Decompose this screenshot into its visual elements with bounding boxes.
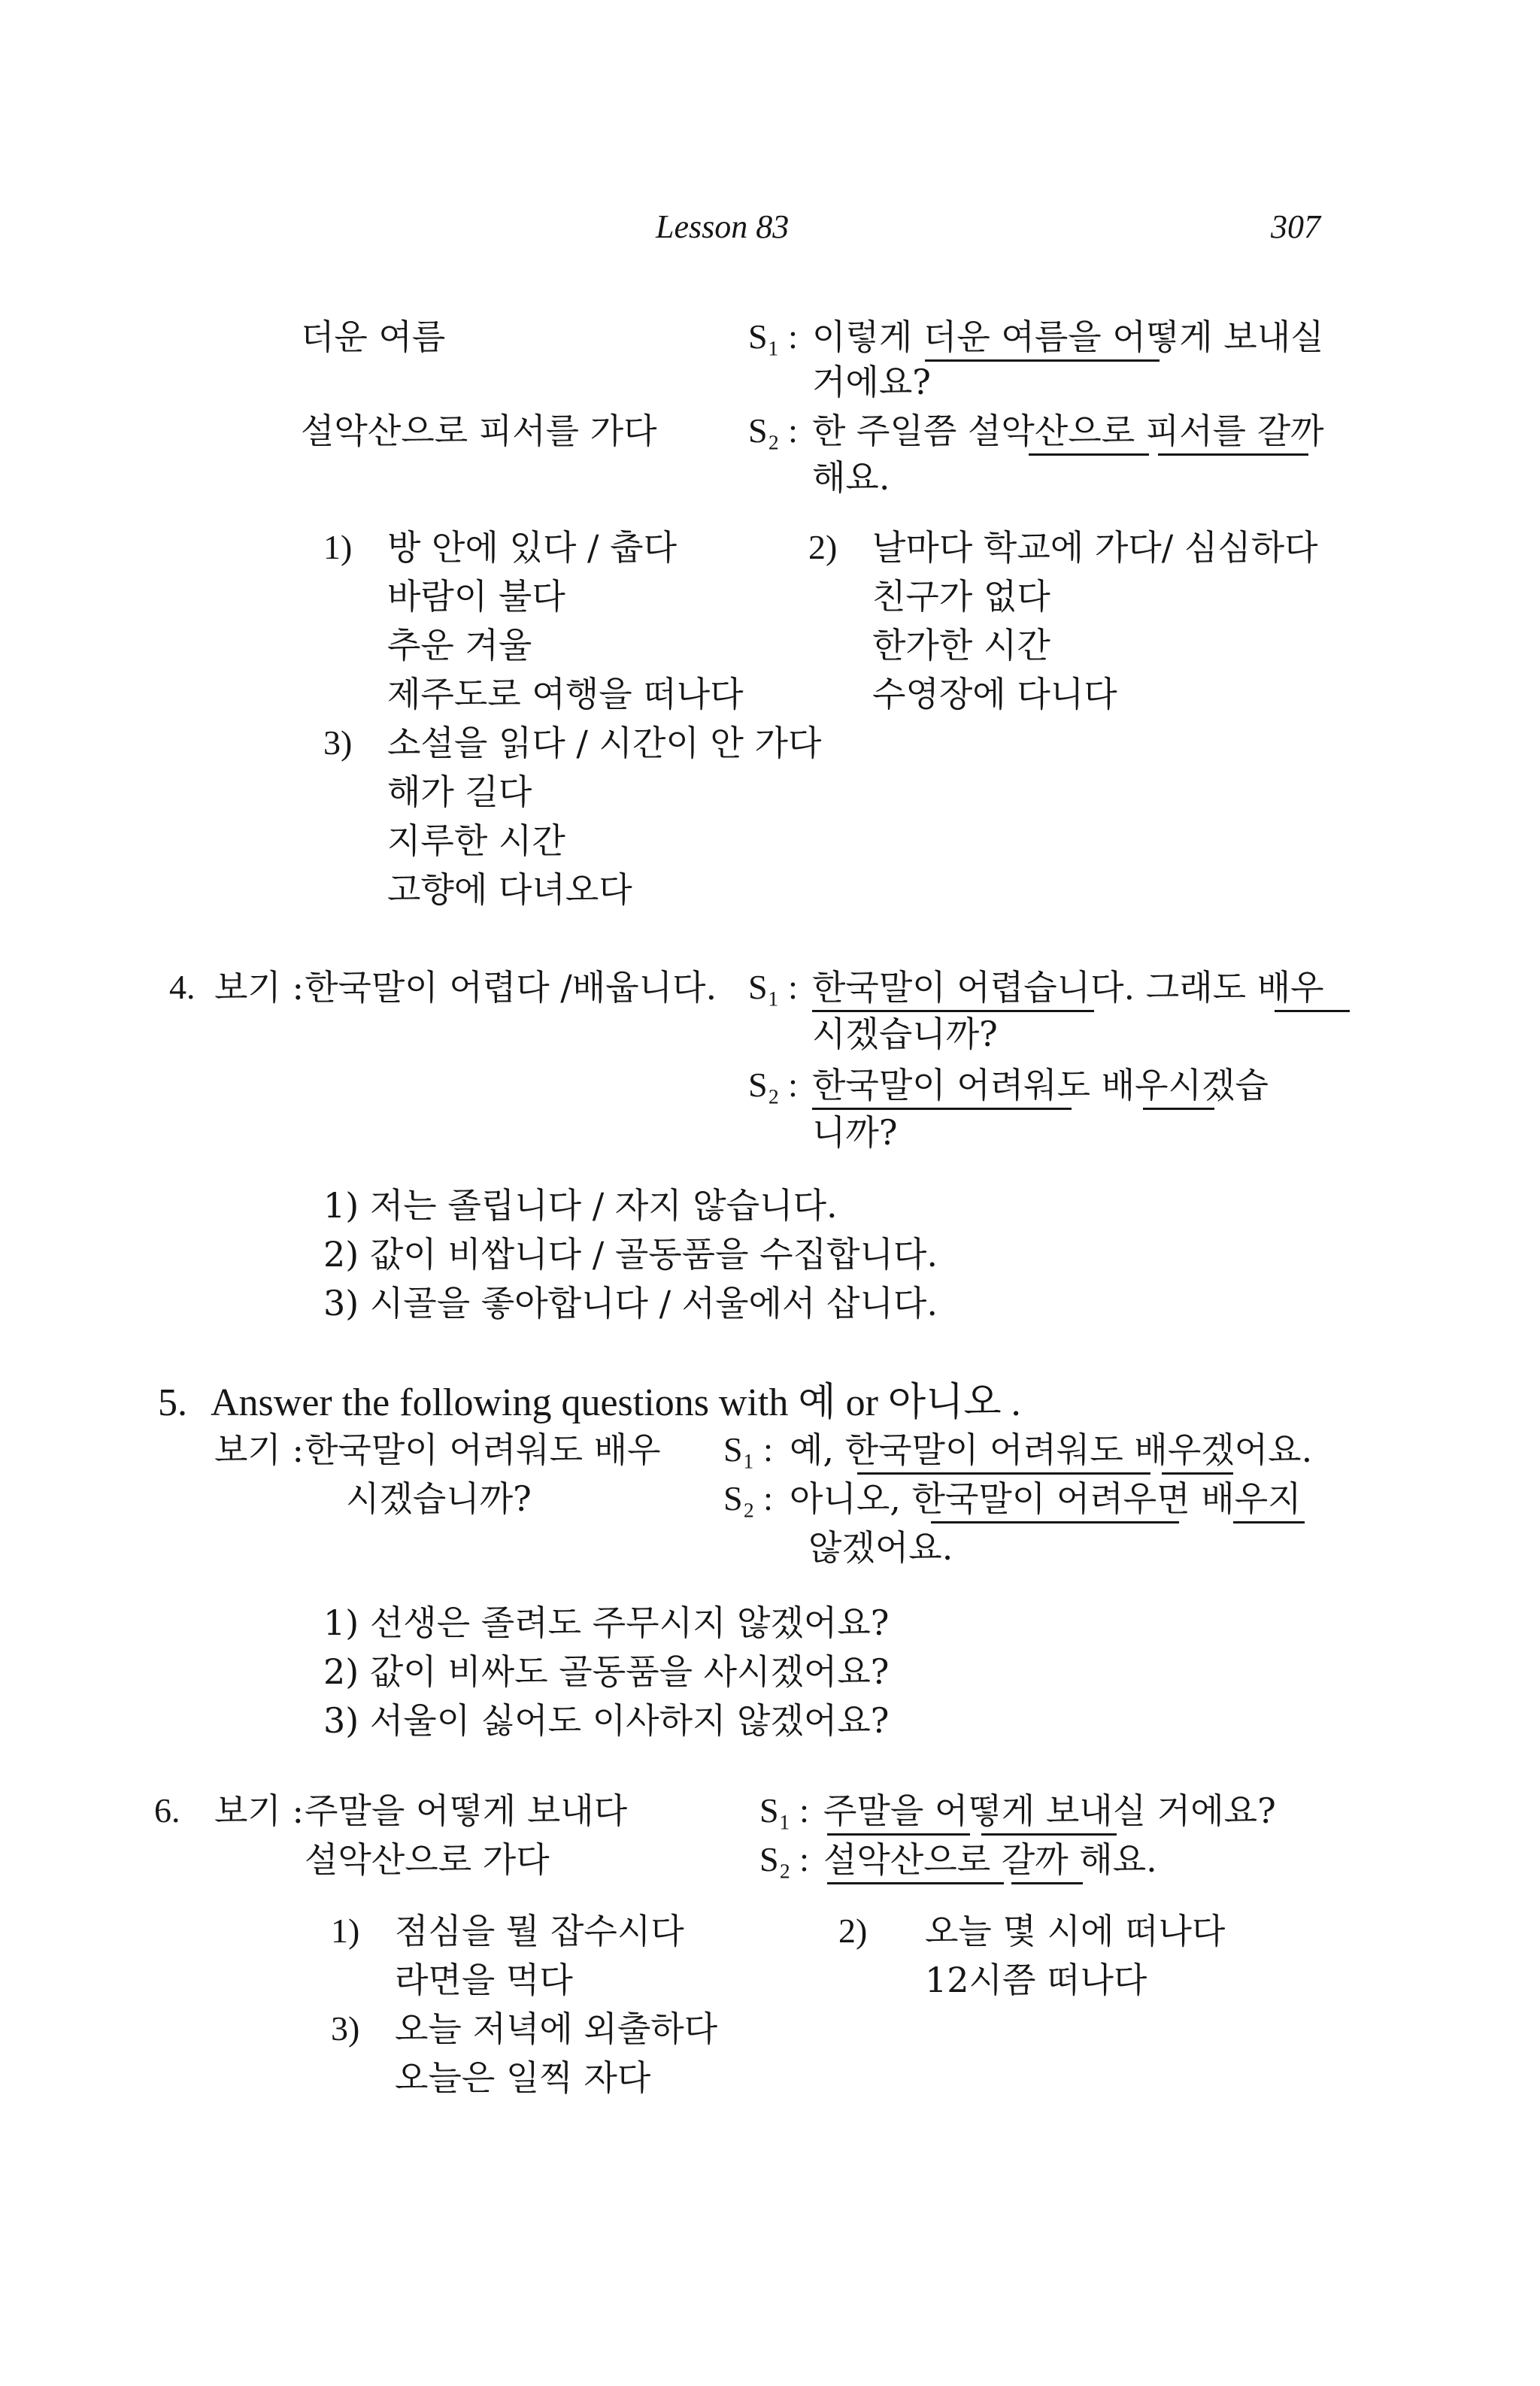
- ex3-s1-label: S₁ :: [748, 317, 798, 356]
- ex5-s2-line2: 않겠어요.: [808, 1527, 953, 1568]
- ex3-s2-line2: 해요.: [812, 457, 890, 498]
- ex4-s2-line2: 니까?: [812, 1112, 898, 1153]
- ex3-item1-number: 1): [323, 528, 353, 566]
- ex6-item2-number: 2): [838, 1912, 868, 1950]
- ex6-item3-b: 오늘은 일찍 자다: [395, 2057, 651, 2098]
- ex4-s1-line2: 시겠습니까?: [812, 1014, 998, 1054]
- ex5-s1-line1: 예, 한국말이 어려워도 배우겠어요.: [790, 1429, 1313, 1470]
- ex6-s2-label: S₂ :: [759, 1840, 809, 1878]
- ex3-s2-underline-b: [1158, 453, 1308, 456]
- ex5-item-3: 3) 서울이 싫어도 이사하지 않겠어요?: [323, 1700, 890, 1741]
- ex3-item1-b: 바람이 불다: [387, 576, 565, 617]
- ex6-item2-b: 12시쯤 떠나다: [925, 1960, 1147, 2000]
- ex3-item3-number: 3): [323, 723, 353, 762]
- ex4-s1-label: S₁ :: [748, 968, 798, 1006]
- ex5-heading: Answer the following questions with 예 or 아니오 .: [211, 1381, 1021, 1424]
- ex3-item2-d: 수영장에 다니다: [872, 674, 1117, 714]
- ex5-item-2: 2) 값이 비싸도 골동품을 사시겠어요?: [323, 1651, 890, 1692]
- ex3-item1-a: 방 안에 있다 / 춥다: [387, 527, 678, 568]
- ex4-s1-underline-b: [1275, 1010, 1350, 1012]
- ex3-item3-a: 소설을 읽다 / 시간이 안 가다: [387, 723, 822, 763]
- lesson-title: Lesson 83: [656, 208, 790, 245]
- ex3-item3-d: 고향에 다녀오다: [387, 869, 632, 910]
- ex5-s2-label: S₂ :: [723, 1479, 773, 1517]
- ex5-item-1: 1) 선생은 졸려도 주무시지 않겠어요?: [323, 1602, 890, 1643]
- ex3-cue-1: 더운 여름: [301, 317, 446, 357]
- ex3-item2-b: 친구가 없다: [872, 576, 1050, 617]
- ex4-s1-underline-a: [812, 1010, 1094, 1012]
- ex3-item1-d: 제주도로 여행을 떠나다: [387, 674, 744, 714]
- ex5-s1-underline-b: [1162, 1472, 1233, 1475]
- ex3-item1-c: 추운 겨울: [387, 625, 532, 665]
- ex5-example-label: 보기 :: [214, 1429, 304, 1470]
- ex4-s2-underline-a: [812, 1108, 1072, 1110]
- ex3-cue-2: 설악산으로 피서를 가다: [301, 411, 657, 451]
- ex3-s1-line2: 거에요?: [812, 362, 931, 402]
- ex5-example-question-2: 시겠습니까?: [346, 1478, 532, 1519]
- ex3-item2-number: 2): [808, 528, 838, 566]
- ex6-s1-label: S₁ :: [759, 1791, 809, 1830]
- ex6-item1-a: 점심을 뭘 잡수시다: [395, 1911, 684, 1951]
- ex6-item3-number: 3): [331, 2009, 360, 2048]
- ex5-s2-underline-b: [1233, 1521, 1305, 1523]
- ex3-s1-underline: [925, 359, 1160, 362]
- ex6-example-label: 보기 :: [214, 1790, 304, 1831]
- ex3-item2-a: 날마다 학교에 가다/ 심심하다: [872, 527, 1318, 568]
- ex3-item3-c: 지루한 시간: [387, 820, 565, 861]
- ex6-s2-line1: 설악산으로 갈까 해요.: [823, 1839, 1157, 1880]
- ex5-example-question-1: 한국말이 어려워도 배우: [305, 1429, 661, 1470]
- page-number: 307: [1271, 208, 1320, 245]
- ex4-s1-line1: 한국말이 어렵습니다. 그래도 배우: [812, 967, 1324, 1008]
- ex3-s2-line1: 한 주일쯤 설악산으로 피서를 갈까: [812, 411, 1324, 451]
- ex3-s2-label: S₂ :: [748, 411, 798, 450]
- ex6-s1-underline-b: [981, 1833, 1117, 1836]
- ex3-item3-b: 해가 길다: [387, 772, 532, 812]
- ex6-item1-number: 1): [331, 1912, 360, 1950]
- ex6-item3-a: 오늘 저녁에 외출하다: [395, 2009, 718, 2049]
- ex5-s1-underline-a: [857, 1472, 1150, 1475]
- ex4-item-2: 2) 값이 비쌉니다 / 골동품을 수집합니다.: [323, 1234, 938, 1275]
- ex6-cue-2: 설악산으로 가다: [305, 1839, 550, 1880]
- ex6-s2-underline-b: [1011, 1882, 1083, 1884]
- ex4-s2-underline-b: [1143, 1108, 1214, 1110]
- ex6-item1-b: 라면을 먹다: [395, 1960, 573, 2000]
- ex6-number: 6.: [154, 1791, 180, 1830]
- ex3-s1-line1: 이렇게 더운 여름을 어떻게 보내실: [812, 317, 1324, 357]
- ex4-example-cue: 한국말이 어렵다 /배웁니다.: [305, 967, 717, 1008]
- ex6-s1-underline-a: [827, 1833, 970, 1836]
- ex5-s2-line1: 아니오, 한국말이 어려우면 배우지: [790, 1478, 1302, 1519]
- ex4-s2-line1: 한국말이 어려워도 배우시겠습: [812, 1065, 1269, 1105]
- ex3-item2-c: 한가한 시간: [872, 625, 1050, 665]
- ex4-number: 4.: [169, 968, 196, 1006]
- ex6-cue-1: 주말을 어떻게 보내다: [305, 1790, 628, 1831]
- ex6-s1-line1: 주말을 어떻게 보내실 거에요?: [823, 1790, 1276, 1831]
- ex5-s2-underline-a: [931, 1521, 1179, 1523]
- ex4-example-label: 보기 :: [214, 967, 304, 1008]
- ex3-s2-underline-a: [1029, 453, 1149, 456]
- ex6-item2-a: 오늘 몇 시에 떠나다: [925, 1911, 1226, 1951]
- ex4-s2-label: S₂ :: [748, 1066, 798, 1104]
- ex5-number: 5.: [158, 1381, 187, 1424]
- ex6-s2-underline-a: [827, 1882, 1004, 1884]
- ex5-s1-label: S₁ :: [723, 1430, 773, 1469]
- ex4-item-3: 3) 시골을 좋아합니다 / 서울에서 삽니다.: [323, 1283, 938, 1323]
- ex4-item-1: 1) 저는 졸립니다 / 자지 않습니다.: [323, 1185, 838, 1226]
